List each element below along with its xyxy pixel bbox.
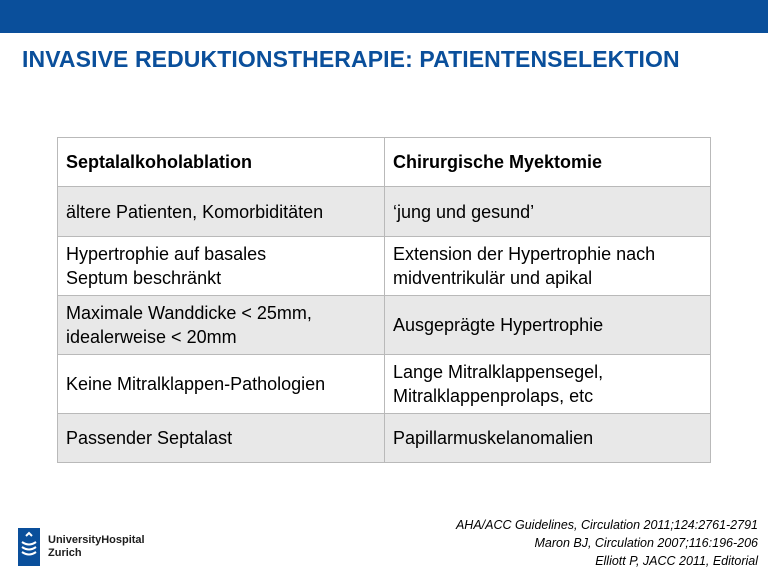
- table-row: [58, 355, 711, 414]
- table-row: [58, 296, 711, 355]
- cell-line: Passender Septalast: [66, 428, 233, 448]
- reference-line: AHA/ACC Guidelines, Circulation 2011;124:2761-2791: [455, 518, 758, 532]
- cell-line: Lange Mitralklappensegel,: [393, 362, 604, 382]
- slide-title: INVASIVE REDUKTIONSTHERAPIE: PATIENTENSELEKTION: [22, 46, 680, 72]
- cell-line: Extension der Hypertrophie nach: [393, 244, 656, 264]
- table-cell-left: [58, 187, 385, 237]
- cell-line: ältere Patienten, Komorbiditäten: [66, 201, 324, 222]
- reference-line: Maron BJ, Circulation 2007;116:196-206: [534, 536, 758, 550]
- table-cell-left: [58, 355, 385, 414]
- table-cell-right: [385, 187, 711, 237]
- cell-line: ‘jung und gesund’: [393, 201, 535, 222]
- table-cell-left: [58, 414, 385, 463]
- cell-line: Mitralklappenprolaps, etc: [393, 386, 594, 406]
- cell-line: Papillarmuskelanomalien: [393, 428, 594, 448]
- logo-line-2: Zurich: [48, 547, 82, 559]
- table-row: [58, 237, 711, 296]
- cell-line: idealerweise < 20mm: [66, 327, 237, 347]
- table-row: [58, 414, 711, 463]
- table-cell-left: [58, 296, 385, 355]
- logo-line-1: UniversityHospital: [48, 534, 145, 546]
- cell-line: Maximale Wanddicke < 25mm,: [66, 303, 312, 323]
- reference-line: Elliott P, JACC 2011, Editorial: [595, 554, 758, 568]
- table-cell-right: [385, 296, 711, 355]
- cell-line: Hypertrophie auf basales: [66, 244, 267, 264]
- table-cell-left: [58, 237, 385, 296]
- column-header-myektomie: Chirurgische Myektomie: [385, 138, 711, 187]
- comparison-table: [57, 137, 711, 463]
- top-banner: [0, 0, 768, 33]
- university-hospital-logo-icon: [18, 528, 40, 566]
- cell-line: Keine Mitralklappen-Pathologien: [66, 374, 326, 394]
- university-hospital-logo: [18, 528, 218, 568]
- logo-text: [48, 534, 145, 560]
- column-header-septalalkoholablation: Septalalkoholablation: [58, 138, 385, 187]
- table-cell-right: [385, 355, 711, 414]
- cell-line: Ausgeprägte Hypertrophie: [393, 315, 604, 335]
- table-cell-right: [385, 237, 711, 296]
- table-cell-right: [385, 414, 711, 463]
- table-header-row: [58, 138, 711, 187]
- references: [456, 516, 758, 570]
- cell-line: Septum beschränkt: [66, 268, 222, 288]
- cell-line: midventrikulär und apikal: [393, 268, 593, 288]
- table-row: [58, 187, 711, 237]
